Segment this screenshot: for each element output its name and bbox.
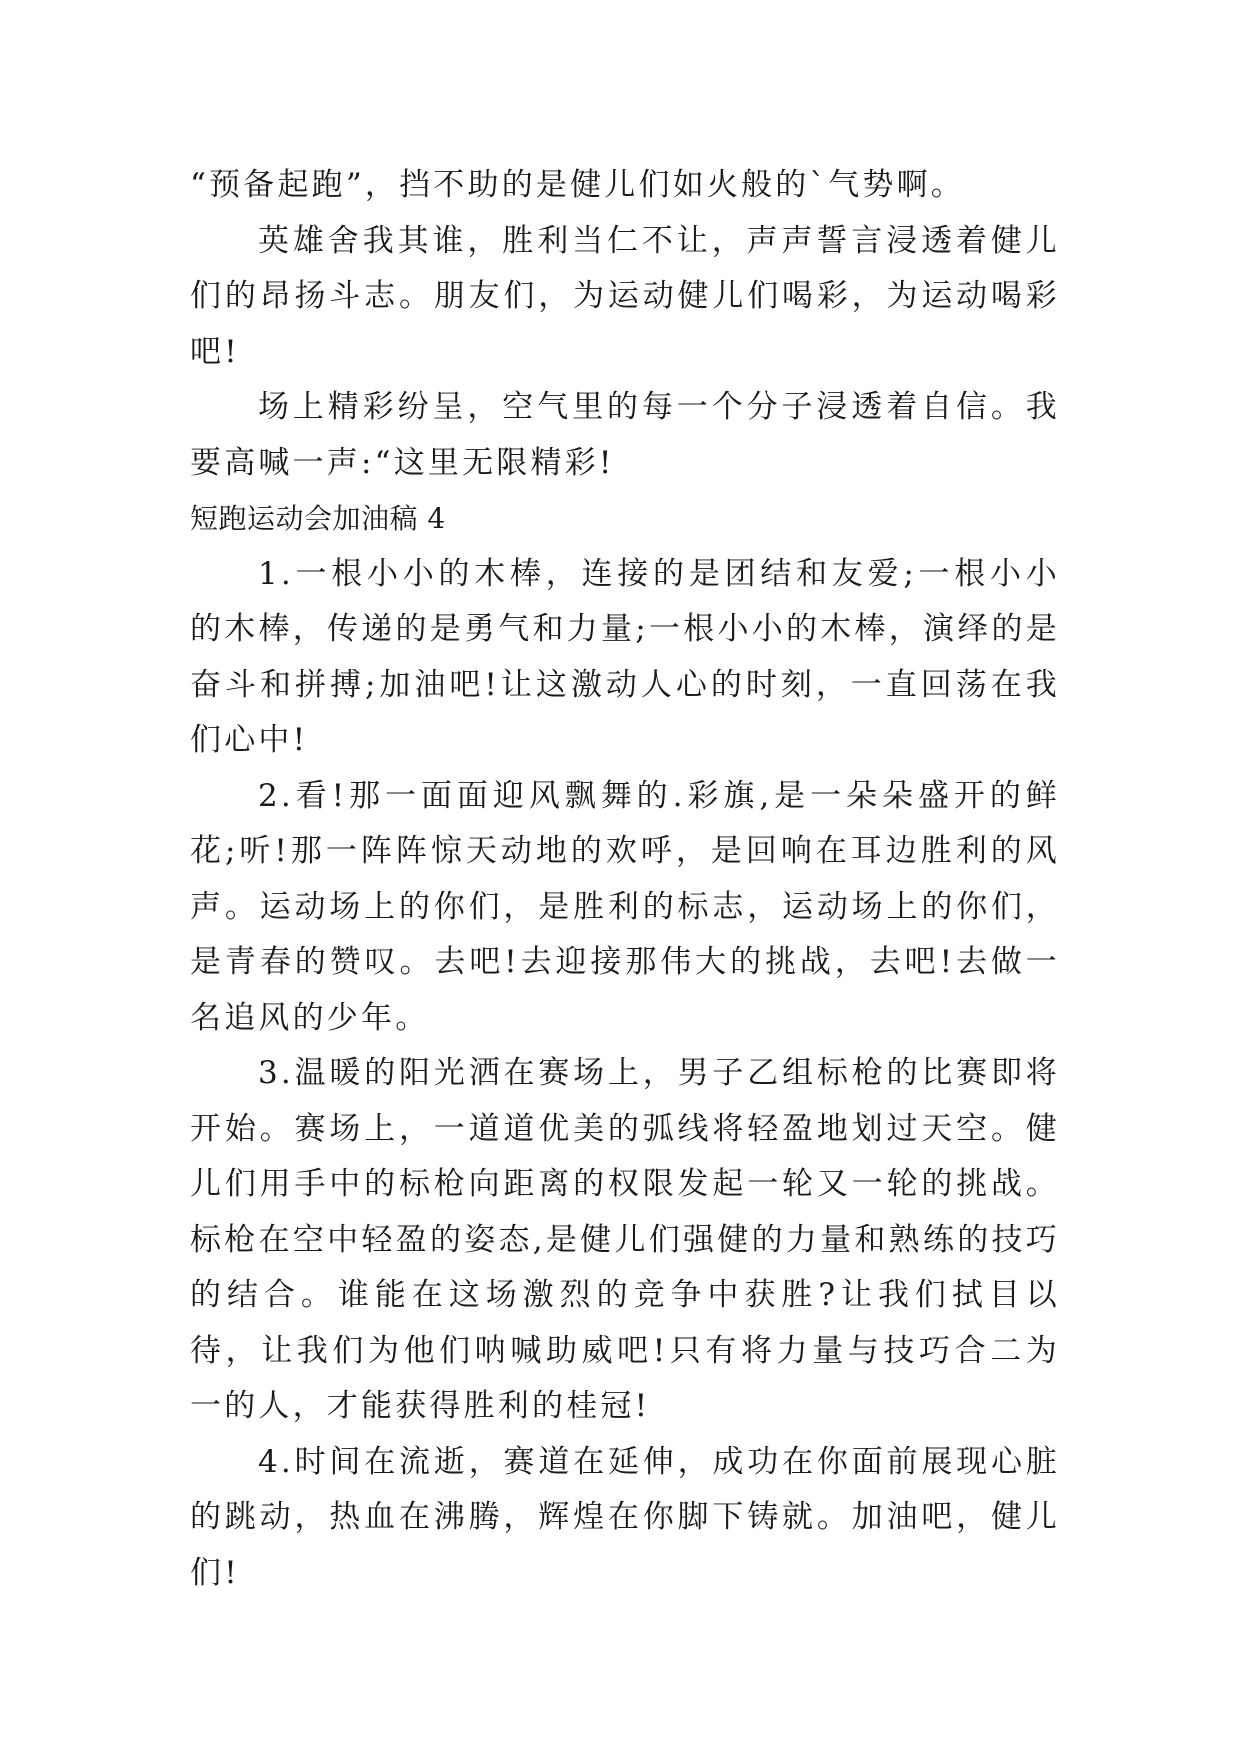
section-heading: 短跑运动会加油稿 4 <box>190 502 446 535</box>
paragraph-item-1: 1.一根小小的木棒，连接的是团结和友爱;一根小小的木棒，传递的是勇气和力量;一根小小的木棒，演绎的是奋斗和拼搏;加油吧!让这激动人心的时刻，一直回荡在我们心中! <box>190 555 1060 758</box>
document-page <box>190 158 1060 1601</box>
paragraph-continuation: “预备起跑”，挡不助的是健儿们如火般的`气势啊。 <box>190 167 965 203</box>
paragraph-item-2: 2.看!那一面面迎风飘舞的.彩旗,是一朵朵盛开的鲜花;听!那一阵阵惊天动地的欢呼，是回响在耳边胜利的风声。运动场上的你们，是胜利的标志，运动场上的你们，是青春的赞叹。去吧!去迎接那伟大的挑战，去吧!去做一名追风的少年。 <box>190 777 1060 1036</box>
paragraph-exciting: 场上精彩纷呈，空气里的每一个分子浸透着自信。我要高喊一声:“这里无限精彩! <box>190 389 1060 481</box>
paragraph-item-4: 4.时间在流逝，赛道在延伸，成功在你面前展现心脏的跳动，热血在沸腾，辉煌在你脚下铸就。加油吧，健儿们! <box>190 1443 1060 1591</box>
paragraph-heroes: 英雄舍我其谁，胜利当仁不让，声声誓言浸透着健儿们的昂扬斗志。朋友们，为运动健儿们喝彩，为运动喝彩吧! <box>190 222 1060 370</box>
paragraph-item-3: 3.温暖的阳光洒在赛场上，男子乙组标枪的比赛即将开始。赛场上，一道道优美的弧线将轻盈地划过天空。健儿们用手中的标枪向距离的权限发起一轮又一轮的挑战。标枪在空中轻盈的姿态,是健儿们强健的力量和熟练的技巧的结合。谁能在这场激烈的竞争中获胜?让我们拭目以待，让我们为他们呐喊助威吧!只有将力量与技巧合二为一的人，才能获得胜利的桂冠! <box>190 1055 1060 1424</box>
